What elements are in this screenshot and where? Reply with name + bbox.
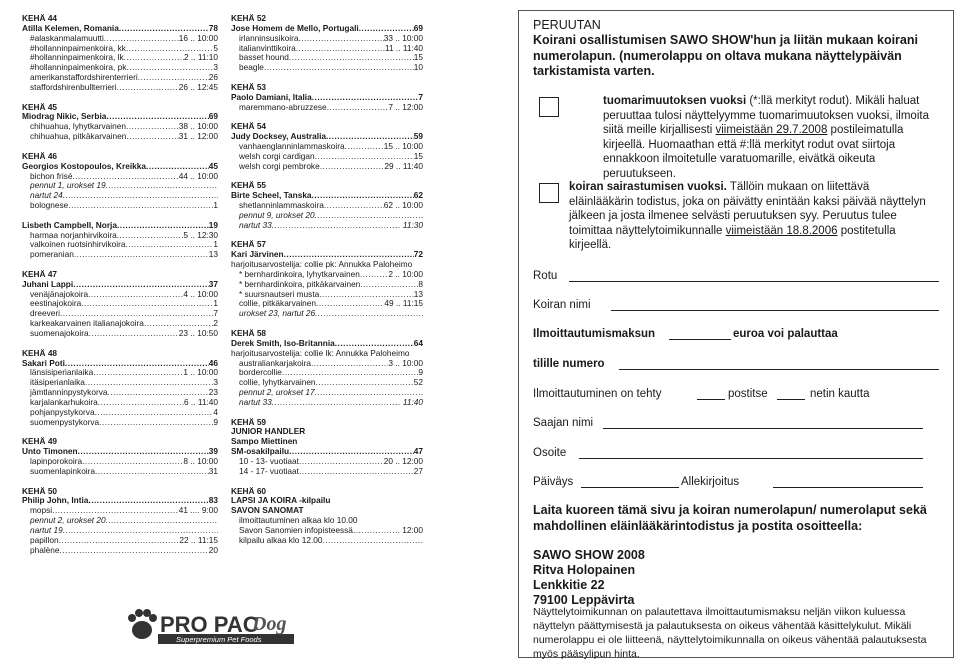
- judge-count: 59: [413, 131, 423, 142]
- dot-leader: [299, 467, 414, 477]
- field-signature[interactable]: [773, 487, 923, 488]
- breed-name: suomenajokoira: [30, 328, 89, 338]
- breed-row: [22, 329, 218, 339]
- breed-name: * bernhardinkoira, lyhytkarvainen: [239, 268, 360, 279]
- judge-name: Birte Scheel, Tanska: [231, 190, 312, 201]
- dot-leader: [59, 536, 180, 546]
- breed-count: 13: [208, 249, 218, 260]
- judge-count: 19: [208, 219, 218, 230]
- ring-group: [231, 83, 423, 113]
- field-recipient[interactable]: [603, 428, 923, 429]
- dot-leader: [264, 63, 414, 73]
- checkbox-illness[interactable]: [539, 183, 559, 203]
- breed-name: harjoitusarvostelija: collie pk: Annukka Paloheimo: [231, 259, 413, 270]
- ring-group: [231, 329, 423, 408]
- breed-row: [231, 103, 423, 113]
- judge-name: Miodrag Nikic, Serbia: [22, 111, 107, 122]
- breed-name: collie, lyhytkarvainen: [239, 377, 316, 388]
- ring-heading: KEHÄ 46: [22, 150, 58, 161]
- breed-count: 44 .. 10:00: [178, 170, 218, 181]
- breed-name: welsh corgi cardigan: [239, 150, 315, 161]
- breed-count: 22 .. 11:15: [179, 534, 218, 545]
- breed-name: 10 - 13- vuotiaat: [239, 455, 299, 466]
- dot-leader: [311, 359, 388, 369]
- dot-leader: [299, 457, 384, 467]
- breed-name: #hollanninpaimenkoira, pk: [30, 62, 127, 73]
- ring-group: [231, 14, 423, 73]
- judge-count: 47: [413, 446, 423, 457]
- breed-count: .. 12:00: [395, 524, 423, 535]
- propac-logo: [124, 604, 294, 646]
- label-euro: euroa voi palauttaa: [733, 328, 838, 340]
- judge-name: Unto Timonen: [22, 446, 78, 457]
- address-line: Lenkkitie 22: [533, 578, 605, 592]
- form-intro: Koirani osallistumisen SAWO SHOW'hun ja liitän mukaan koirani numerolapun. (numerolappu on oltava mukana näyttelypäivän tarkistamista varten.: [533, 33, 918, 78]
- breed-name: suomenpystykorva: [30, 416, 100, 427]
- breed-name: dreeveri: [30, 308, 60, 319]
- label-recipient: Saajan nimi: [533, 417, 594, 429]
- judge-count: 64: [413, 337, 423, 348]
- judging-schedule-col2: [231, 14, 423, 555]
- ring-group: [231, 418, 423, 477]
- dot-leader: [360, 280, 418, 290]
- breed-count: 27: [413, 465, 423, 476]
- breed-count: 23 .. 10:50: [178, 328, 218, 338]
- dot-leader: [324, 201, 384, 211]
- judge-count: 69: [208, 111, 218, 122]
- breed-name: #hollanninpaimenkoira, lk: [30, 52, 124, 63]
- breed-name: eestinajokoira: [30, 298, 82, 309]
- dot-leader: [126, 122, 179, 132]
- breed-count: 8: [418, 278, 423, 289]
- breed-name: pennut 2, urokset 17: [239, 387, 315, 398]
- judge-name: SM-osakilpailu: [231, 446, 290, 457]
- dot-leader: [125, 240, 213, 250]
- field-account[interactable]: [619, 369, 939, 370]
- breed-name: bordercollie: [239, 367, 282, 378]
- breed-count: 38 .. 10:00: [178, 121, 218, 132]
- ring-subtitle: SAVON SANOMAT: [231, 505, 304, 516]
- ring-group: [22, 349, 218, 428]
- breed-name: staffordshirenbullterrieri: [30, 81, 117, 92]
- breed-name: bolognese: [30, 200, 69, 211]
- breed-name: nartut 24: [30, 190, 63, 201]
- field-breed[interactable]: [569, 281, 939, 282]
- dot-leader: [126, 63, 213, 73]
- judge-count: 83: [208, 495, 218, 506]
- breed-count: 6 .. 11:40: [184, 396, 218, 407]
- judge-name: Derek Smith, Iso-Britannia: [231, 337, 335, 348]
- ring-heading: KEHÄ 49: [22, 436, 58, 447]
- judge-count: 45: [208, 160, 218, 171]
- ring-heading: KEHÄ 55: [231, 180, 267, 191]
- breed-count: 33 .. 10:00: [383, 32, 423, 43]
- breed-count: 13: [413, 288, 423, 299]
- breed-name: jämtlanninpystykorva: [30, 387, 108, 398]
- breed-name: kilpailu alkaa klo 12.00: [239, 534, 323, 545]
- breed-name: vanhaenglanninlammaskoira: [239, 140, 345, 151]
- ring-heading: KEHÄ 50: [22, 485, 58, 496]
- breed-name: * bernhardinkoira, pitkäkarvainen: [239, 278, 361, 289]
- breed-name: mopsi: [30, 505, 53, 516]
- breed-count: 1 .. 10:00: [183, 367, 218, 378]
- dot-leader: [289, 53, 414, 63]
- judge-name: Atilla Kelemen, Romania: [22, 22, 119, 33]
- judge-count: 7: [418, 91, 423, 102]
- breed-count: 1: [213, 239, 218, 250]
- dot-leader: [320, 162, 385, 172]
- judge-count: 46: [208, 357, 218, 368]
- breed-count: 3 .. 10:00: [388, 357, 423, 368]
- breed-name: venäjänajokoira: [30, 288, 89, 299]
- logo-script: Dog: [252, 613, 287, 635]
- address-line: Ritva Holopainen: [533, 563, 636, 577]
- judge-name: Jose Homem de Mello, Portugali: [231, 22, 359, 33]
- ring-heading: KEHÄ 60: [231, 485, 267, 496]
- breed-name: collie, pitkäkarvainen: [239, 298, 317, 309]
- ring-group: [231, 487, 423, 546]
- breed-name: nartut 33: [239, 396, 272, 407]
- ring-group: [22, 437, 218, 476]
- breed-count: 20 .. 12:00: [383, 455, 423, 466]
- judging-schedule-col1: [22, 14, 218, 565]
- ring-subtitle: JUNIOR HANDLER: [231, 426, 306, 437]
- breed-name: pohjanpystykorva: [30, 406, 95, 417]
- judge-name: Paolo Damiani, Italia: [231, 91, 312, 102]
- dot-leader: [272, 398, 396, 408]
- breed-name: pennut 2, urokset 20: [30, 515, 106, 526]
- breed-count: 15: [413, 150, 423, 161]
- breed-count: 4 .. 10:00: [183, 288, 218, 299]
- ring-group: [22, 103, 218, 142]
- label-fee: Ilmoittautumismaksun: [533, 328, 656, 340]
- breed-name: italianvinttikoira: [239, 42, 296, 53]
- ring-heading: KEHÄ 58: [231, 328, 267, 338]
- breed-row: [231, 467, 423, 477]
- dot-leader: [89, 329, 179, 339]
- breed-count: 15: [413, 52, 423, 63]
- checkbox-judge-change[interactable]: [539, 97, 559, 117]
- label-breed: Rotu: [533, 270, 558, 282]
- ring-group: [231, 181, 423, 230]
- dot-leader: [82, 457, 183, 467]
- judge-name: Juhani Lappi: [22, 278, 74, 289]
- ring-heading: KEHÄ 48: [22, 347, 58, 358]
- option-illness: koiran sairastumisen vuoksi. Tällöin mukaan on liitettävä eläinlääkärin todistus, joka on päivätty enintään kaksi päivää näyttelyn jälkeen ja josta ilmenee selvästi peruutuksen syy. Peruutus tulee toimittaa näyttelytoimikunnalle viimeistään 18.8.2006 postitetulla kirjeellä.: [569, 181, 926, 251]
- field-online[interactable]: [777, 399, 805, 400]
- address-line: SAWO SHOW 2008: [533, 548, 645, 562]
- address-line: 79100 Leppävirta: [533, 593, 635, 607]
- ring-heading: KEHÄ 59: [231, 416, 267, 427]
- field-by-mail[interactable]: [697, 399, 725, 400]
- label-signature: Allekirjoitus: [681, 476, 740, 488]
- dot-leader: [296, 44, 385, 54]
- breed-row: [22, 467, 218, 477]
- breed-row: [22, 250, 218, 260]
- breed-name: länsisiperianlaika: [30, 367, 94, 378]
- dot-leader: [316, 378, 414, 388]
- dot-leader: [345, 142, 384, 152]
- field-address[interactable]: [579, 458, 923, 459]
- breed-row: [231, 309, 423, 319]
- ring-heading: KEHÄ 47: [22, 268, 58, 279]
- breed-name: papillon: [30, 534, 59, 545]
- breed-count: 11 .. 11:40: [385, 42, 423, 53]
- form-title: PERUUTAN: [533, 18, 601, 32]
- breed-count: 9: [418, 367, 423, 378]
- ring-heading: KEHÄ 52: [231, 13, 267, 23]
- breed-count: 8 .. 10:00: [183, 455, 218, 466]
- field-date[interactable]: [581, 487, 679, 488]
- option-judge-change: tuomarimuutoksen vuoksi (*:llä merkityt rodut). Mikäli haluat peruuttaa tulosi näyttelyymme tuomarimuutoksen vuoksi, ilmoita siitä meille kirjallisesti viimeistään 29.7.2008 postileimatulla kirjeellä. Huomaathan että #:llä merkityt rodut ovat siirtoja ennakkoon ilmoitetulle varatuomarille, eivätkä oikeuta peruutukseen.: [603, 95, 929, 180]
- dot-leader: [99, 418, 213, 428]
- refund-note: Näyttelytoimikunnan on palautettava ilmoittautumismaksu neljän viikon kuluessa näyttelyn päättymisestä ja palautuksesta on oikeus vähentää käsittelykulut. Mikäli numerolappu ei ole liitteenä, näyttelytoimikunnalla on oikeus vähentää palautuksesta myös pääsylipun hinta.: [533, 606, 927, 660]
- breed-name: karjalankarhukoira: [30, 396, 98, 407]
- breed-name: nartut 19: [30, 524, 63, 535]
- breed-count: 5 .. 12:30: [183, 229, 218, 240]
- logo-main: PRO PAC: [160, 612, 259, 637]
- dot-leader: [316, 299, 384, 309]
- dot-leader: [360, 270, 389, 280]
- breed-row: [231, 536, 423, 546]
- breed-name: irlanninsusikoira: [239, 32, 299, 43]
- dot-leader: [106, 181, 218, 191]
- label-date: Päiväys: [533, 476, 574, 488]
- ring-group: [231, 122, 423, 171]
- judge-count: 72: [413, 249, 423, 260]
- breed-name: chihuahua, pitkäkarvainen: [30, 131, 127, 142]
- field-dog-name[interactable]: [611, 310, 939, 311]
- judge-name: Sakari Poti: [22, 357, 65, 368]
- breed-name: pomeranian: [30, 249, 74, 260]
- ring-heading: KEHÄ 45: [22, 101, 58, 112]
- dot-leader: [327, 103, 389, 113]
- dot-leader: [98, 398, 184, 408]
- breed-name: #alaskanmalamuutti: [30, 32, 104, 43]
- judge-count: 69: [413, 22, 423, 33]
- ring-heading: KEHÄ 54: [231, 121, 267, 132]
- breed-count: 26 .. 12:45: [178, 81, 218, 92]
- breed-row: [22, 201, 218, 211]
- cancellation-form: [518, 10, 954, 658]
- breed-count: 41 .... 9:00: [178, 505, 218, 516]
- label-dog-name: Koiran nimi: [533, 299, 591, 311]
- breed-name: lapinporokoira: [30, 455, 83, 466]
- breed-name: maremmano-abruzzese: [239, 101, 327, 112]
- breed-count: 4: [213, 406, 218, 417]
- breed-count: 15 .. 10:00: [383, 140, 423, 151]
- dot-leader: [315, 309, 423, 319]
- breed-row: [22, 418, 218, 428]
- breed-count: 3: [213, 377, 218, 388]
- breed-name: beagle: [239, 62, 264, 73]
- breed-name: ilmoittautuminen alkaa klo 10.00: [239, 515, 358, 526]
- logo-tagline: Superpremium Pet Foods: [176, 635, 262, 644]
- ring-group: [22, 152, 218, 211]
- breed-count: .. 11:30: [395, 219, 423, 230]
- breed-count: 10: [413, 62, 423, 73]
- ring-group: [231, 240, 423, 319]
- breed-count: 49 .. 11:15: [384, 298, 423, 309]
- breed-count: 1: [213, 298, 218, 309]
- breed-row: [231, 63, 423, 73]
- label-address: Osoite: [533, 447, 567, 459]
- breed-name: suomenlapinkoira: [30, 465, 96, 476]
- breed-row: [22, 83, 218, 93]
- breed-count: 29 .. 11:40: [384, 160, 423, 171]
- label-by-mail: postitse: [728, 388, 768, 400]
- breed-name: shetlanninlammaskoira: [239, 200, 324, 211]
- dot-leader: [95, 467, 209, 477]
- breed-name: nartut 33: [239, 219, 272, 230]
- breed-name: 14 - 17- vuotiaat: [239, 465, 299, 476]
- dot-leader: [63, 191, 218, 201]
- breed-count: 2: [213, 318, 218, 329]
- mailing-address: [533, 548, 645, 608]
- breed-count: .. 11:40: [395, 396, 423, 407]
- dot-leader: [74, 250, 209, 260]
- judge-count: 37: [208, 278, 218, 289]
- breed-name: chihuahua, lyhytkarvainen: [30, 121, 126, 132]
- dot-leader: [117, 231, 184, 241]
- judge-name: Judy Docksey, Australia: [231, 131, 326, 142]
- judge-name: Kari Järvinen: [231, 249, 284, 260]
- breed-count: 2 .. 11:10: [184, 52, 218, 63]
- breed-name: basset hound: [239, 52, 289, 63]
- breed-name: australiankarjakoira: [239, 357, 311, 368]
- breed-name: welsh corgi pembroke: [239, 160, 320, 171]
- dot-leader: [117, 83, 179, 93]
- breed-count: 9: [213, 416, 218, 427]
- breed-name: * suursnautseri musta: [239, 288, 320, 299]
- dot-leader: [93, 368, 183, 378]
- breed-count: 2 .. 10:00: [388, 268, 423, 279]
- breed-name: phalène: [30, 544, 60, 555]
- ring-heading: KEHÄ 44: [22, 13, 58, 23]
- breed-name: urokset 23, nartut 26: [239, 308, 316, 319]
- breed-name: harmaa norjanhirvikoira: [30, 229, 117, 240]
- breed-name: bichon frisé: [30, 170, 73, 181]
- dot-leader: [126, 132, 178, 142]
- breed-count: 5: [213, 42, 218, 53]
- breed-row: [231, 221, 423, 231]
- breed-count: 31: [208, 465, 218, 476]
- breed-count: 3: [213, 62, 218, 73]
- judge-name: Lisbeth Campbell, Norja: [22, 219, 117, 230]
- breed-name: itäsiperianlaika: [30, 377, 85, 388]
- dot-leader: [272, 221, 396, 231]
- breed-count: 62 .. 10:00: [383, 200, 423, 211]
- dot-leader: [81, 299, 213, 309]
- breed-name: Savon Sanomien infopisteessä: [239, 524, 353, 535]
- ring-group: [22, 14, 218, 93]
- breed-count: 16 .. 10:00: [178, 32, 218, 43]
- dot-leader: [322, 536, 423, 546]
- dot-leader: [68, 201, 213, 211]
- breed-name: pennut 1, urokset 19: [30, 180, 106, 191]
- breed-count: 7 .. 12:00: [388, 101, 423, 112]
- breed-count: 7: [213, 308, 218, 319]
- breed-name: harjoitusarvostelija: collie lk: Annukka Paloheimo: [231, 347, 410, 358]
- breed-name: pennut 9, urokset 20: [239, 209, 315, 220]
- breed-row: [22, 546, 218, 556]
- breed-count: 1: [213, 200, 218, 211]
- label-account: tilille numero: [533, 358, 605, 370]
- ring-heading: KEHÄ 57: [231, 239, 267, 250]
- breed-count: 31 .. 12:00: [178, 131, 218, 142]
- judge-count: 39: [208, 446, 218, 457]
- ring-group: [22, 221, 218, 260]
- breed-row: [231, 162, 423, 172]
- dot-leader: [60, 546, 209, 556]
- breed-name: karkeakarvainen italianajokoira: [30, 318, 144, 329]
- breed-count: 52: [413, 377, 423, 388]
- ring-heading: KEHÄ 53: [231, 81, 267, 92]
- judge-count: 78: [208, 22, 218, 33]
- breed-name: amerikanstaffordshirenterrieri: [30, 72, 138, 83]
- judge-name: Philip John, Intia: [22, 495, 89, 506]
- dot-leader: [88, 290, 183, 300]
- label-online: netin kautta: [810, 388, 870, 400]
- breed-count: 20: [208, 544, 218, 555]
- breed-count: 23: [208, 387, 218, 398]
- breed-name: valkoinen ruotsinhirvikoira: [30, 239, 126, 250]
- dot-leader: [299, 34, 384, 44]
- ring-group: [22, 487, 218, 556]
- ring-subtitle: Sampo Miettinen: [231, 436, 298, 447]
- ring-group: [22, 270, 218, 339]
- label-registered: Ilmoittautuminen on tehty: [533, 388, 662, 400]
- judge-count: 62: [413, 190, 423, 201]
- dot-leader: [106, 516, 218, 526]
- breed-row: [231, 398, 423, 408]
- dot-leader: [353, 526, 395, 536]
- ring-subtitle: LAPSI JA KOIRA -kilpailu: [231, 495, 331, 506]
- dot-leader: [124, 53, 184, 63]
- breed-count: 26: [208, 72, 218, 83]
- mailing-instructions: Laita kuoreen tämä sivu ja koiran numerolapun/ numerolaput sekä mahdollinen eläinlääkärintodistus ja postita osoitteella:: [533, 503, 927, 533]
- breed-row: [22, 132, 218, 142]
- breed-name: #hollanninpaimenkoira, kk: [30, 42, 126, 53]
- dot-leader: [95, 408, 214, 418]
- field-fee[interactable]: [669, 339, 731, 340]
- judge-name: Georgios Kostopoulos, Kreikka: [22, 160, 147, 171]
